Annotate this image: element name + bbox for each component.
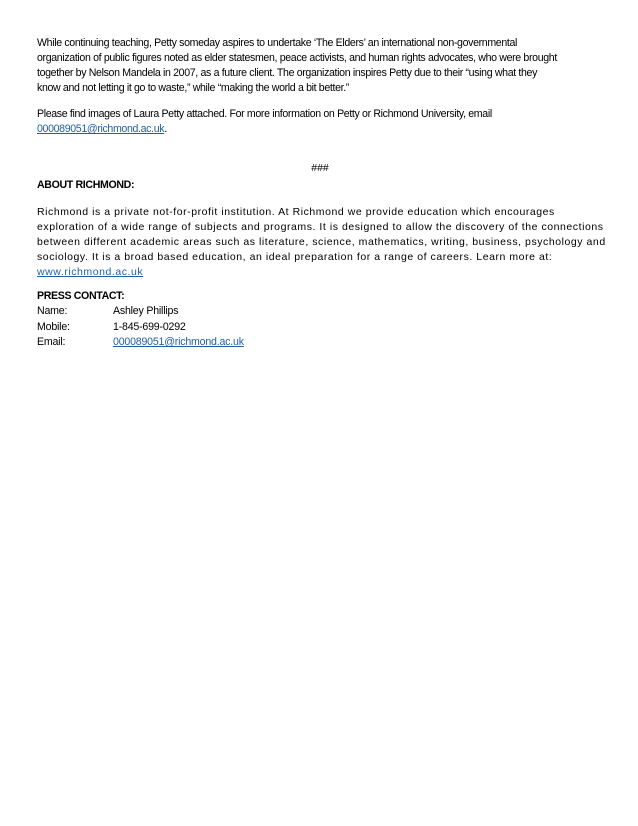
about-heading: ABOUT RICHMOND: [37, 179, 135, 191]
intro-line: While continuing teaching, Petty someday aspires to undertake ‘The Elders’ an international non-governmental [37, 37, 518, 49]
intro-line: together by Nelson Mandela in 2007, as a future client. The organization inspires Petty due to their “using what they [37, 67, 538, 79]
about-line: between different academic areas such as literature, science, mathematics, writing, business, psychology and [37, 236, 606, 248]
about-line: exploration of a wide range of subjects and programs. It is designed to allow the discovery of the connections [37, 221, 604, 233]
contact-name-value: Ashley Phillips [113, 305, 179, 317]
website-link[interactable]: www.richmond.ac.uk [37, 266, 144, 278]
intro-line: know and not letting it go to waste,” while “making the world a bit better.” [37, 82, 349, 94]
contact-name-label: Name: [37, 305, 68, 317]
section-separator: ### [311, 162, 329, 174]
press-contact-block [37, 304, 244, 351]
contact-mobile-value: 1-845-699-0292 [113, 320, 186, 333]
contact-mobile-label: Mobile: [37, 320, 70, 333]
images-note-paragraph [37, 107, 492, 137]
images-note-email-line [37, 122, 492, 137]
intro-line: organization of public figures noted as elder statesmen, peace activists, and human rights advocates, who were brought [37, 52, 557, 64]
contact-email-label: Email: [37, 336, 66, 348]
images-note-text: Please find images of Laura Petty attached. For more information on Petty or Richmond University, email [37, 108, 492, 120]
press-contact-email-link[interactable]: 000089051@richmond.ac.uk [113, 336, 244, 348]
contact-email-row [37, 335, 244, 351]
about-paragraph [37, 205, 606, 280]
contact-email-link[interactable]: 000089051@richmond.ac.uk [37, 123, 165, 135]
about-line: sociology. It is a broad based education, an ideal preparation for a range of careers. Learn more at: [37, 251, 553, 263]
press-contact-heading: PRESS CONTACT: [37, 290, 125, 302]
intro-paragraph [37, 36, 557, 96]
images-note-period: . [164, 123, 167, 135]
about-website-line [37, 265, 606, 280]
contact-name-row [37, 304, 244, 320]
about-line: Richmond is a private not-for-profit institution. At Richmond we provide education which encourages [37, 206, 555, 218]
contact-mobile-row [37, 320, 244, 336]
